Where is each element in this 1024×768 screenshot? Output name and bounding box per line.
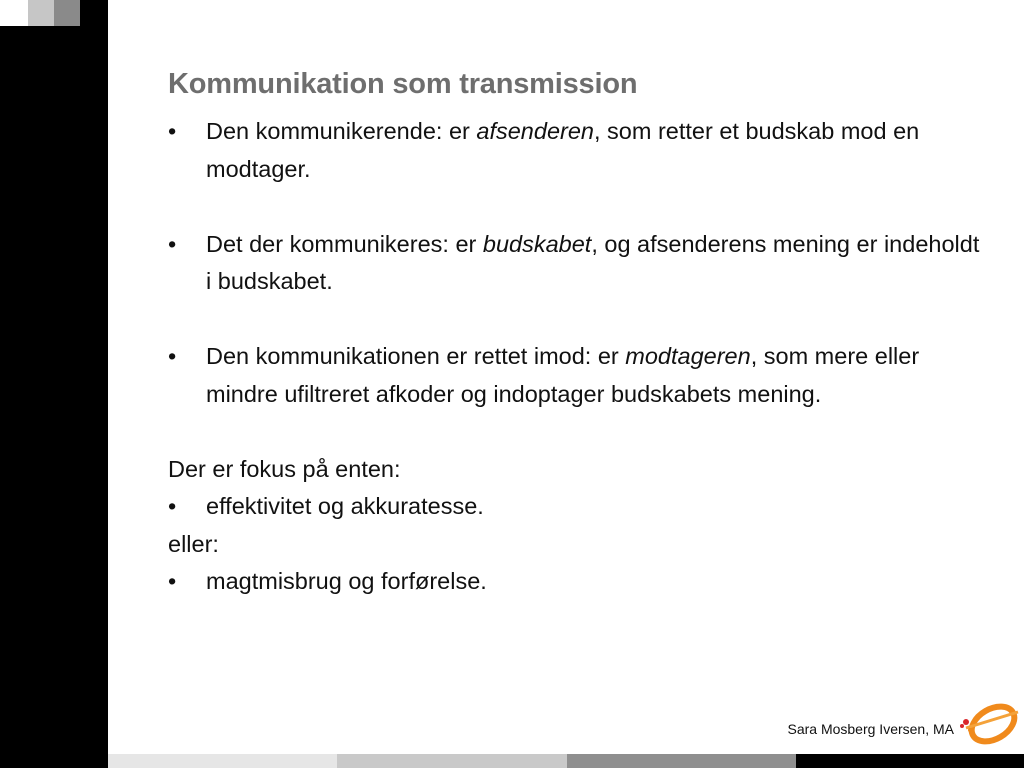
- bullet-text-end: , og afsenderens mening er indeholdt i budskabet.: [206, 230, 980, 294]
- focus-bullet: [168, 488, 988, 526]
- bullet-text: [206, 226, 988, 301]
- bullet-text: [206, 338, 988, 413]
- bullet-emphasis: modtageren: [625, 343, 751, 369]
- or-label: eller:: [168, 530, 219, 557]
- bullet-dot: •: [168, 118, 177, 144]
- bullet-text: [206, 113, 988, 188]
- bullet-text-start: Den kommunikerende: er: [206, 118, 477, 144]
- bullet-item: [168, 226, 988, 301]
- left-sidebar-bar: [0, 0, 108, 768]
- focus-bullet: [168, 563, 988, 601]
- orange-ring-logo-icon: [958, 698, 1022, 750]
- bullet-item: [168, 338, 988, 413]
- focus-intro: Der er fokus på enten:: [168, 455, 401, 482]
- strip-segment: [108, 754, 337, 768]
- focus-item: magtmisbrug og forførelse.: [206, 568, 487, 594]
- slide-title: Kommunikation som transmission: [168, 68, 638, 100]
- square-light-gray: [28, 0, 54, 26]
- bullet-dot: •: [168, 343, 177, 369]
- bullet-dot: •: [168, 493, 177, 519]
- bullet-item: [168, 113, 988, 188]
- strip-segment: [337, 754, 567, 768]
- bullet-emphasis: afsenderen: [476, 118, 594, 144]
- bullet-text-end: , som mere eller mindre ufiltreret afkoder og indoptager budskabets mening.: [206, 343, 920, 407]
- bullet-text-end: , som retter et budskab mod en modtager.: [206, 118, 920, 182]
- square-white: [0, 0, 28, 26]
- bullet-text-start: Det der kommunikeres: er: [206, 230, 483, 257]
- bottom-strip: [108, 754, 1024, 768]
- focus-item: effektivitet og akkuratesse.: [206, 493, 484, 519]
- strip-segment: [796, 754, 1024, 768]
- strip-segment: [567, 754, 796, 768]
- bullet-emphasis: budskabet: [482, 230, 592, 257]
- top-left-squares: [0, 0, 108, 26]
- bullet-text-start: Den kommunikationen er rettet imod: er: [206, 343, 626, 369]
- square-dark-gray: [54, 0, 80, 26]
- bullet-dot: •: [168, 230, 177, 257]
- slide-content: [168, 113, 988, 601]
- footer-author: Sara Mosberg Iversen, MA: [787, 721, 954, 737]
- bullet-dot: •: [168, 568, 177, 594]
